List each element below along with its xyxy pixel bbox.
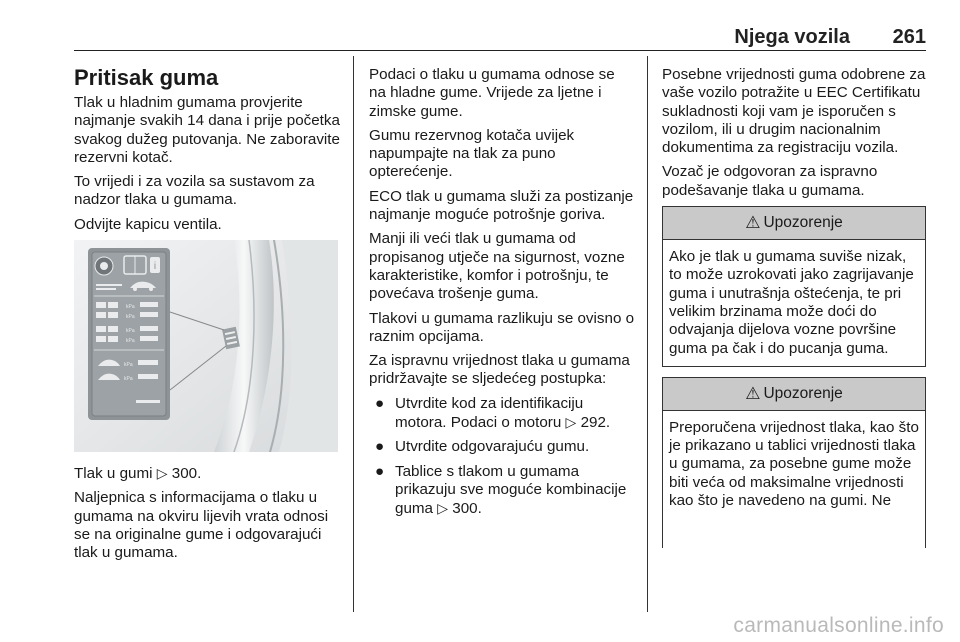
paragraph: Manji ili veći tlak u gumama od propisanog utječe na sigurnost, vozne karakteristike, komfor i potrošnju, te povećava trošenje guma. [369,230,625,303]
column-divider [647,56,648,612]
list-item-text: Utvrdite kod za identifikaciju motora. Podaci o motoru [395,394,584,432]
warning-label: Upozorenje [763,384,843,402]
cross-reference-arrow-icon: ▷ [156,465,168,482]
watermark: carmanualsonline.info [733,614,944,637]
svg-text:kPa: kPa [126,328,135,335]
warning-header [663,207,925,240]
svg-text:kPa: kPa [126,304,135,311]
cross-reference-page[interactable]: 292. [580,414,611,432]
paragraph: Tlakovi u gumama razlikuju se ovisno o raznim opcijama. [369,309,635,345]
procedure-list [369,395,635,519]
paragraph: ECO tlak u gumama služi za postizanje najmanje moguće potrošnje goriva. [369,187,634,224]
list-item [369,463,635,519]
bullet-icon: ● [375,438,385,456]
bullet-icon: ● [375,394,385,412]
list-item [369,438,635,456]
bullet-icon: ● [375,462,385,480]
paragraph: Za ispravnu vrijednost tlaka u gumama pridržavajte se sljedećeg postupka: [369,352,630,388]
svg-text:kPa: kPa [124,362,133,369]
warning-box [662,377,926,548]
door-label-illustration [74,240,338,452]
warning-label: Upozorenje [763,213,843,231]
paragraph: Vozač je odgovoran za ispravno podešavanje tlaka u gumama. [662,163,878,199]
section-heading: Pritisak guma [74,65,219,90]
tire-pressure-label-image [74,240,338,452]
paragraph: Gumu rezervnog kotača uvijek napumpajte na tlak za puno opterećenje. [369,126,575,181]
svg-text:kPa: kPa [126,314,135,321]
list-item [369,395,635,433]
warning-triangle-icon: ⚠ [745,212,761,232]
paragraph: To vrijedi i za vozila sa sustavom za nadzor tlaka u gumama. [74,173,315,209]
cross-reference-arrow-icon: ▷ [437,500,449,517]
paragraph: Posebne vrijednosti guma odobrene za vaše vozilo potražite u EEC Certifikatu sukladnosti koji vam je isporučen s vozilom, ili u drugim nacionalnim dokumentima za registraciju vozila. [662,66,926,157]
paragraph: Naljepnica s informacijama o tlaku u gumama na okviru lijevih vrata odnosi se na originalne gume i odgovarajući tlak u gumama. [74,489,329,562]
column-1 [74,66,344,569]
paragraph: Odvijte kapicu ventila. [74,215,222,233]
paragraph: Tlak u hladnim gumama provjerite najmanje svakih 14 dana i prije početka svakog dužeg putovanja. Ne zaboravite rezervni kotač. [74,94,340,166]
cross-reference-arrow-icon: ▷ [565,414,577,431]
warning-text: Preporučena vrijednost tlaka, kao što je prikazano u tablici vrijednosti tlaka u gumama, za posebne gume može biti veća od maksimalne vrijednosti kao što je navedeno na gumi. Ne [669,418,919,510]
column-2 [369,66,635,525]
warning-text: Ako je tlak u gumama suviše nizak, to može uzrokovati jako zagrijavanje guma i unutrašnja oštećenja, te pri velikim brzinama može doći do odvajanja dijelova vozne površine guma pa čak i do pucanja guma. [669,248,914,357]
page-number: 261 [892,26,926,48]
cross-reference [74,464,344,483]
cross-reference-page[interactable]: 300. [171,465,202,483]
column-divider [353,56,354,612]
cross-reference-text: Tlak u gumi [74,465,153,483]
column-3 [662,66,926,558]
warning-box [662,206,926,367]
svg-text:kPa: kPa [126,338,135,345]
svg-text:i: i [153,261,157,273]
cross-reference-page[interactable]: 300. [452,500,482,518]
warning-triangle-icon: ⚠ [745,383,761,403]
list-item-text: Utvrdite odgovarajuću gumu. [395,438,590,456]
svg-text:kPa: kPa [124,376,133,383]
header-rule [74,50,926,51]
warning-header [663,378,925,411]
paragraph: Podaci o tlaku u gumama odnose se na hladne gume. Vrijede za ljetne i zimske gume. [369,66,615,120]
page-header [74,26,926,48]
section-title: Njega vozila [734,26,850,48]
list-item-text: Tablice s tlakom u gumama prikazuju sve moguće kombinacije guma [395,462,627,518]
